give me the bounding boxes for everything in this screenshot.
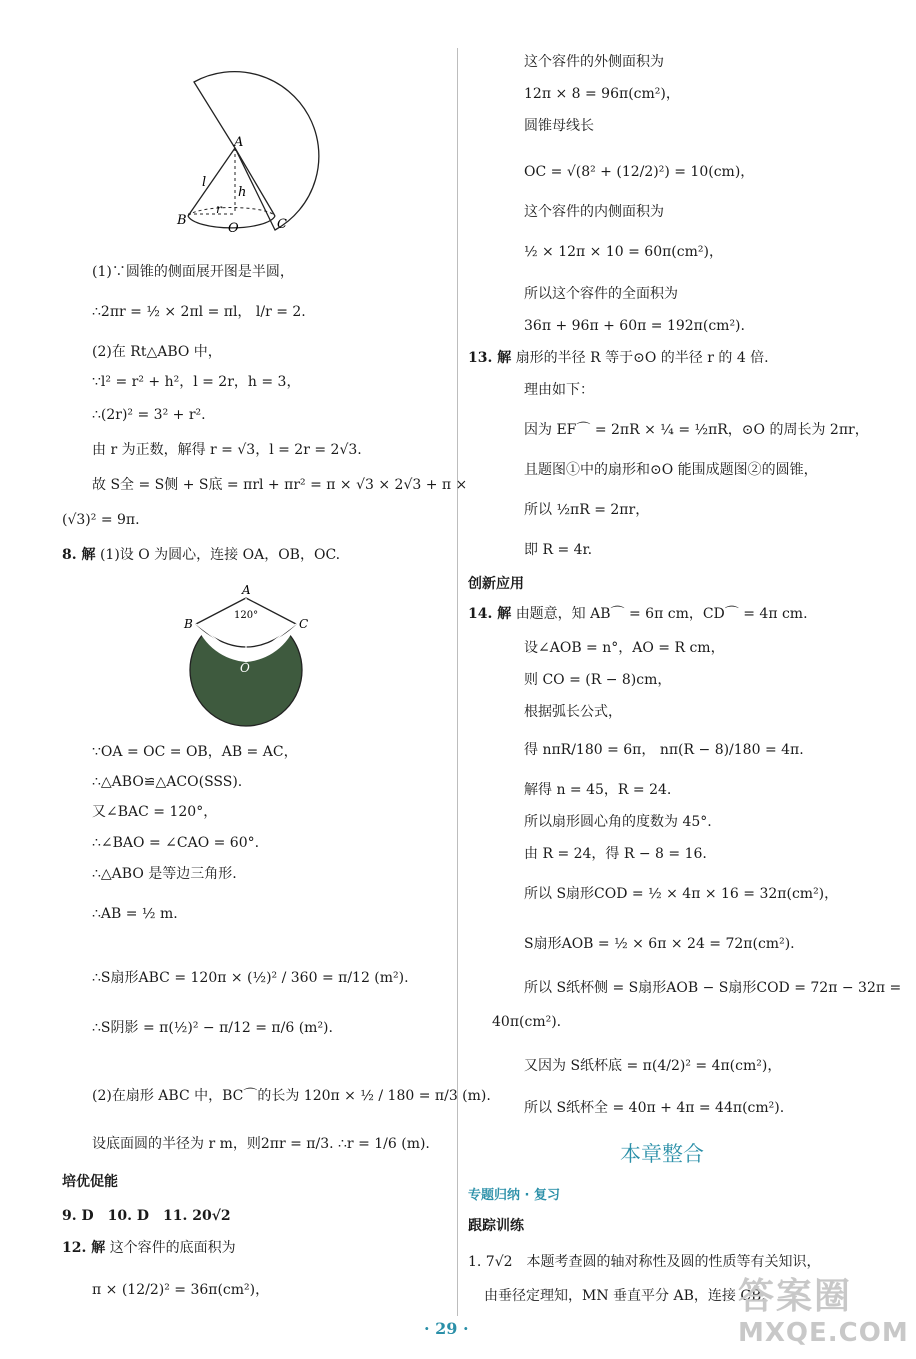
q1-line-2: 由垂径定理知，MN 垂直平分 AB，连接 CB. xyxy=(484,1288,766,1304)
q14-line-10: S扇形AOB = ½ × 6π × 24 = 72π(cm²). xyxy=(524,936,795,952)
q8-line-8: ∴S扇形ABC = 120π × (½)² / 360 = π/12 (m²). xyxy=(92,970,409,986)
page-number: · 29 · xyxy=(424,1319,469,1338)
q7-line-6: 由 r 为正数，解得 r = √3，l = 2r = 2√3. xyxy=(92,442,362,458)
chapter-title: 本章整合 xyxy=(620,1142,704,1166)
section-label-zhuanti: 专题归纳 · 复习 xyxy=(468,1188,560,1203)
q14-line-6: 解得 n = 45，R = 24. xyxy=(524,782,672,798)
q8-line-1 xyxy=(62,545,340,565)
q7-line-7: 故 S全 = S侧 + S底 = πrl + πr² = π × √3 × 2√3 + π × xyxy=(92,477,468,493)
answers-9-11: 9. D 10. D 11. 20√2 xyxy=(62,1208,231,1224)
q8-line-3: ∴△ABO≌△ACO(SSS). xyxy=(92,774,243,790)
q13-text-1: 扇形的半径 R 等于⊙O 的半径 r 的 4 倍. xyxy=(515,350,769,366)
q7-line-4: ∵l² = r² + h²，l = 2r，h = 3， xyxy=(92,374,301,390)
label-O: O xyxy=(228,221,239,236)
q13-line-1 xyxy=(468,348,769,368)
q12-cont-line-1: 这个容件的外侧面积为 xyxy=(524,54,664,70)
q14-line-3: 则 CO = (R − 8)cm， xyxy=(524,672,672,688)
section-heading-peiyou: 培优促能 xyxy=(62,1174,118,1190)
q12-number: 12. 解 xyxy=(62,1240,106,1256)
q8-line-7: ∴AB = ½ m. xyxy=(92,906,178,922)
q8-text-1: (1)设 O 为圆心，连接 OA，OB，OC. xyxy=(99,547,341,563)
q12-line-2: π × (12/2)² = 36π(cm²)， xyxy=(92,1282,270,1298)
watermark-url: MXQE.COM xyxy=(738,1318,909,1348)
q8-line-5: ∴∠BAO = ∠CAO = 60°. xyxy=(92,835,260,851)
q7-line-2: ∴2πr = ½ × 2πl = πl， l/r = 2. xyxy=(92,304,306,320)
q7-line-3: (2)在 Rt△ABO 中， xyxy=(92,344,222,360)
q14-text-1: 由题意，知 AB⌒ = 6π cm，CD⌒ = 4π cm. xyxy=(515,606,808,622)
q12-cont-line-8: 36π + 96π + 60π = 192π(cm²). xyxy=(524,318,745,334)
label-r: r xyxy=(216,202,222,216)
q13-line-5: 所以 ½πR = 2πr， xyxy=(524,502,650,518)
q8-line-6: ∴△ABO 是等边三角形. xyxy=(92,866,237,882)
section-heading-genzong: 跟踪训练 xyxy=(468,1218,524,1234)
q13-line-2: 理由如下： xyxy=(524,382,594,398)
q14-line-4: 根据弧长公式， xyxy=(524,704,622,720)
q12-cont-line-5: 这个容件的内侧面积为 xyxy=(524,204,664,220)
q12-cont-line-4: OC = √(8² + (12/2)²) = 10(cm)， xyxy=(524,164,755,180)
watermark-logo: 答案圈 xyxy=(738,1276,853,1317)
q12-cont-line-7: 所以这个容件的全面积为 xyxy=(524,286,678,302)
q1-line-1: 1. 7√2 本题考查圆的轴对称性及圆的性质等有关知识， xyxy=(468,1254,821,1270)
label-A: A xyxy=(242,583,251,597)
q7-line-8: (√3)² = 9π. xyxy=(62,512,140,528)
label-angle: 120° xyxy=(234,610,259,621)
column-divider xyxy=(457,48,458,1316)
q7-line-5: ∴(2r)² = 3² + r². xyxy=(92,407,206,423)
label-B: B xyxy=(184,617,193,631)
base-back-arc xyxy=(188,208,275,216)
q8-line-2: ∵OA = OC = OB，AB = AC， xyxy=(92,744,298,760)
q8-line-9: ∴S阴影 = π(½)² − π/12 = π/6 (m²). xyxy=(92,1020,333,1036)
q12-cont-line-6: ½ × 12π × 10 = 60π(cm²)， xyxy=(524,244,723,260)
q14-line-5: 得 nπR/180 = 6π， nπ(R − 8)/180 = 4π. xyxy=(524,742,804,758)
label-A: A xyxy=(234,135,244,150)
q14-line-13: 又因为 S纸杯底 = π(4/2)² = 4π(cm²)， xyxy=(524,1058,782,1074)
label-C: C xyxy=(277,217,287,232)
q13-line-4: 且题图①中的扇形和⊙O 能围成题图②的圆锥， xyxy=(524,462,818,478)
q8-line-10: (2)在扇形 ABC 中，BC⌒的长为 120π × ½ / 180 = π/3 (m). xyxy=(92,1088,491,1104)
semicircle-development xyxy=(194,72,319,230)
label-O: O xyxy=(240,661,250,675)
q14-line-2: 设∠AOB = n°，AO = R cm， xyxy=(524,640,725,656)
q14-number: 14. 解 xyxy=(468,606,512,622)
q12-text-1: 这个容件的底面积为 xyxy=(109,1240,236,1256)
label-h: h xyxy=(238,185,247,200)
q13-number: 13. 解 xyxy=(468,350,512,366)
q14-line-9: 所以 S扇形COD = ½ × 4π × 16 = 32π(cm²)， xyxy=(524,886,839,902)
q14-line-8: 由 R = 24，得 R − 8 = 16. xyxy=(524,846,707,862)
q14-line-12: 40π(cm²). xyxy=(492,1014,562,1030)
slant-line-left xyxy=(188,148,235,216)
circle-figure xyxy=(178,582,318,740)
q13-line-3: 因为 EF⌒ = 2πR × ¼ = ½πR，⊙O 的周长为 2πr， xyxy=(524,422,869,438)
label-C: C xyxy=(299,617,309,631)
q13-line-6: 即 R = 4r. xyxy=(524,542,593,558)
q8-line-4: 又∠BAC = 120°， xyxy=(92,804,218,820)
q12-cont-line-3: 圆锥母线长 xyxy=(524,118,594,134)
q8-line-11: 设底面圆的半径为 r m，则2πr = π/3. ∴r = 1/6 (m). xyxy=(92,1136,430,1152)
cone-figure xyxy=(170,62,330,240)
q14-line-14: 所以 S纸杯全 = 40π + 4π = 44π(cm²). xyxy=(524,1100,785,1116)
section-heading-chuangxin: 创新应用 xyxy=(468,576,524,592)
q12-line-1 xyxy=(62,1238,236,1258)
q7-line-1: (1)∵圆锥的侧面展开图是半圆， xyxy=(92,264,294,280)
q14-line-11: 所以 S纸杯侧 = S扇形AOB − S扇形COD = 72π − 32π = xyxy=(524,980,902,996)
q8-number: 8. 解 xyxy=(62,547,96,563)
q12-cont-line-2: 12π × 8 = 96π(cm²)， xyxy=(524,86,680,102)
q14-line-7: 所以扇形圆心角的度数为 45°. xyxy=(524,814,712,830)
label-B: B xyxy=(177,213,187,228)
label-l: l xyxy=(202,175,207,190)
slant-line-right xyxy=(235,148,275,216)
q14-line-1 xyxy=(468,604,808,624)
